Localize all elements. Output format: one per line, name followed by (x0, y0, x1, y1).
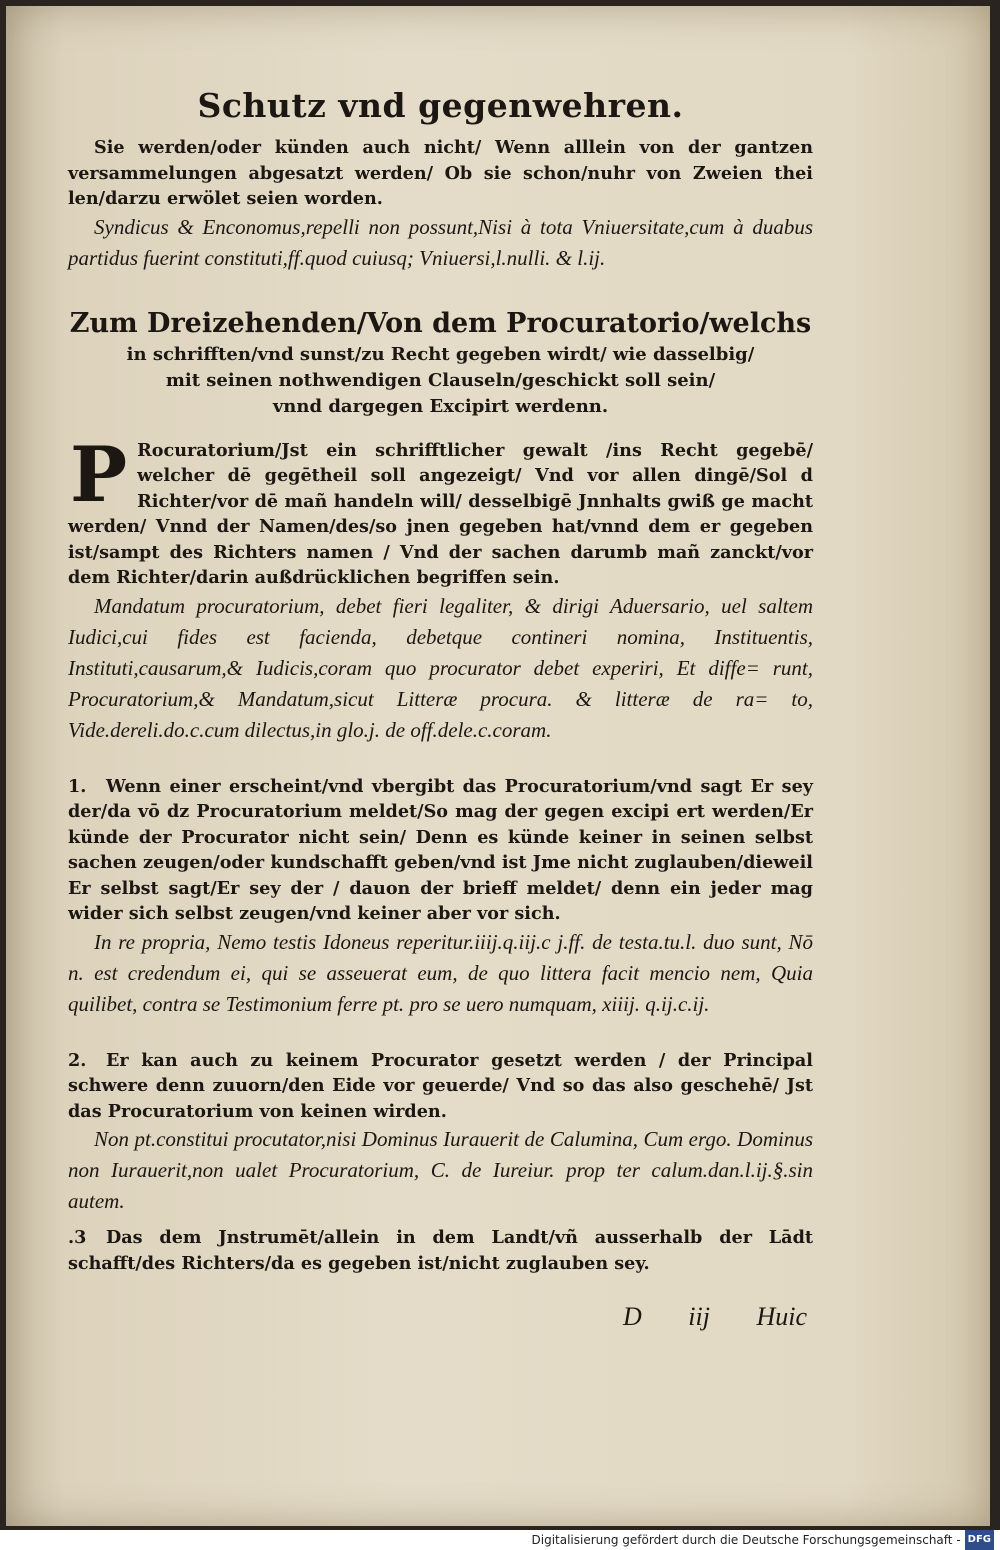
footer-funding-text: Digitalisierung gefördert durch die Deutsche Forschungsgemeinschaft - (531, 1533, 961, 1547)
book-page (6, 6, 990, 1526)
item-3-german-paragraph (68, 1225, 813, 1276)
heading-line-4: vnnd dargegen Excipirt werdenn. (272, 395, 609, 417)
dfg-logo: DFG (965, 1530, 994, 1550)
page-text-block (68, 86, 813, 1332)
digitization-footer (0, 1530, 1000, 1550)
item-2-german-paragraph (68, 1048, 813, 1125)
numbered-item-1 (68, 774, 813, 1020)
item-1-german-text: Wenn einer erscheint/vnd vbergibt das Procuratorium/vnd sagt Er sey der/da vō dz Procuratorium meldet/So mag der gegen excipi ert werden/Er künde der Procurator nicht sein/ Denn es künde keiner in seinen selbst sachen zeugen/oder kundschafft geben/vnd ist Jme nicht zuglauben/dieweil Er selbst sagt/Er sey der / dauon der brieff meldet/ denn ein jeder mag wider sich selbst zeugen/vnd keiner aber vor sich. (68, 775, 813, 924)
procuratorium-definition (68, 429, 813, 591)
item-1-german-paragraph (68, 774, 813, 927)
intro-latin-paragraph: Syndicus & Enconomus,repelli non possunt,Nisi à tota Vniuersitate,cum à duabus partidus fuerint constituti,ff.quod cuiusq; Vniuersi,l.nulli. & l.ij. (68, 214, 813, 270)
section-heading (68, 306, 813, 420)
procuratorium-german-paragraph: Rocuratorium/Jst ein schrifftlicher gewalt /ins Recht gegebē/ welcher dē gegētheil soll angezeigt/ Vnd vor allen dingē/Sol d Richter/vor dē mañ handeln will/ desselbigē Jnnhalts gwiß ge macht werden/ Vnnd der Namen/des/so jnen gegeben hat/vnnd dem er gegeben ist/sampt des Richters namen / Vnd der sachen darumb mañ zanckt/vor dem Richter/darin außdrücklichen begriffen sein. (68, 439, 813, 588)
item-2-german-text: Er kan auch zu keinem Procurator gesetzt werden / der Principal schwere denn zuuorn/den Eide vor geuerde/ Vnd so das also geschehē/ Jst das Procuratorium von keinen wirden. (68, 1049, 813, 1122)
heading-line-1: Zum Dreizehenden/Von dem Procuratorio/welchs (69, 307, 812, 339)
procuratorium-latin-paragraph: Mandatum procuratorium, debet fieri legaliter, & dirigi Aduersario, uel saltem Iudici,cui fides est facienda, debetque contineri nomina, Instituentis, Instituti,causarum,& Iudicis,coram quo procurator debet experiri, Et diffe= runt, Procuratorium,& Mandatum,sicut Litteræ procura. & litteræ de ra= to, Vide.dereli.do.c.cum dilectus,in glo.j. de off.dele.c.coram. (68, 593, 813, 742)
heading-line-3: mit seinen nothwendigen Clauseln/geschickt soll sein/ (165, 369, 716, 391)
item-1-number: 1. (68, 775, 87, 797)
numbered-item-2 (68, 1048, 813, 1218)
intro-german-paragraph: Sie werden/oder künden auch nicht/ Wenn alllein von der gantzen versammelungen abgesatzt werden/ Ob sie schon/nuhr von Zweien thei len/darzu erwölet seien worden. (68, 137, 813, 209)
item-3-german-text: Das dem Jnstrumēt/allein in dem Landt/vñ ausserhalb der Lādt schafft/des Richters/da es gegeben ist/nicht zuglauben sey. (68, 1227, 813, 1274)
signature-catchword-line: D iij Huic (623, 1302, 807, 1331)
heading-line-2: in schrifften/vnd sunst/zu Recht gegeben wirdt/ wie dasselbig/ (126, 343, 755, 365)
drop-cap-letter: P (70, 429, 128, 519)
item-2-latin-paragraph: Non pt.constitui procutator,nisi Dominus Iurauerit de Calumina, Cum ergo. Dominus non Iurauerit,non ualet Procuratorium, C. de Iureiur. prop ter calum.dan.l.ij.§.sin autem. (68, 1127, 813, 1213)
item-3-number: .3 (68, 1227, 87, 1248)
running-title: Schutz vnd gegenwehren. (197, 86, 684, 125)
item-2-number: 2. (68, 1049, 87, 1071)
numbered-item-3 (68, 1225, 813, 1276)
item-1-latin-paragraph: In re propria, Nemo testis Idoneus reperitur.iiij.q.iij.c j.ff. de testa.tu.l. duo sunt, Nō n. est credendum ei, qui se asseuerat eum, de quo littera facit mencio nem, Quia quilibet, contra se Testimonium ferre pt. pro se uero numquam, xiiij. q.ij.c.ij. (68, 929, 813, 1016)
